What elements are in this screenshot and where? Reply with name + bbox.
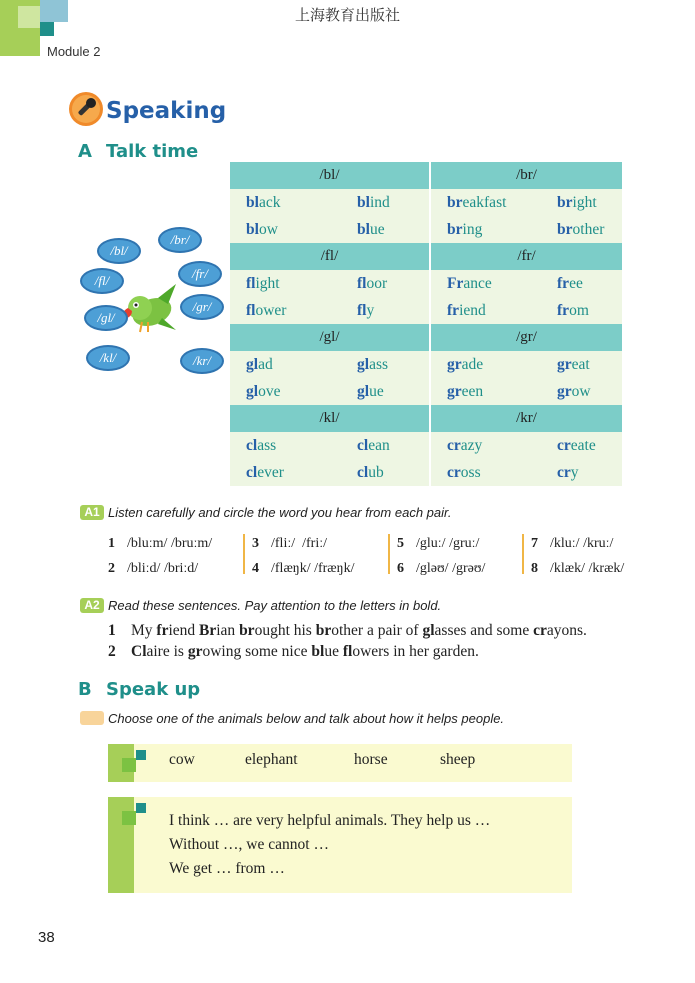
phoneme-bubble: /fl/ [80,268,124,294]
section-title: Speaking [106,98,227,124]
phonics-word: blue [341,216,430,243]
phonics-word: clever [230,459,341,486]
phoneme-header: /gl/ [230,324,430,351]
phonics-word: glad [230,351,341,378]
phonics-word: bring [430,216,541,243]
phoneme-bubble: /gr/ [180,294,224,320]
phonics-table [230,162,622,486]
publisher-name: 上海教育出版社 [294,6,400,24]
phonics-word: glove [230,378,341,405]
a2-sentence: 1 My friend Brian brought his brother a pair of glasses and some crayons. [108,622,587,639]
section-b-title: Speak up [106,679,201,700]
phoneme-bubble: /kr/ [180,348,224,374]
phoneme-header: /kl/ [230,405,430,432]
column-divider [243,534,245,574]
phonics-word: grow [541,378,622,405]
microphone-icon [68,91,104,127]
phonics-word: blow [230,216,341,243]
phoneme-header: /kr/ [430,405,622,432]
phonics-word: create [541,432,622,459]
phoneme-bubble: /bl/ [97,238,141,264]
section-a-title: Talk time [106,141,199,162]
phonics-word: glass [341,351,430,378]
phonics-word: floor [341,270,430,297]
phonics-word: fly [341,297,430,324]
listening-item: 3 /fliː/ /friː/ [252,536,328,551]
phonics-word: bright [541,189,622,216]
section-a-letter: A [78,141,92,162]
animal-word: horse [354,751,388,768]
a1-instruction: Listen carefully and circle the word you hear from each pair. [108,505,452,520]
phonics-word: cross [430,459,541,486]
phonics-word: cry [541,459,622,486]
animal-word: cow [169,751,195,768]
phonics-word: breakfast [430,189,541,216]
phonics-word: friend [430,297,541,324]
parrot-illustration [118,278,178,338]
phonics-word: blind [341,189,430,216]
phonics-word: crazy [430,432,541,459]
b-badge [80,711,104,725]
phonics-word: grade [430,351,541,378]
phoneme-bubble: /fr/ [178,261,222,287]
listening-item: 5 /gluː/ /gruː/ [397,536,480,551]
listening-item: 6 /gləʊ/ /grəʊ/ [397,561,486,576]
phonics-word: brother [541,216,622,243]
phoneme-header: /bl/ [230,162,430,189]
phoneme-header: /fr/ [430,243,622,270]
a2-badge: A2 [80,598,104,613]
phonics-word: free [541,270,622,297]
b-instruction: Choose one of the animals below and talk about how it helps people. [108,711,505,726]
phoneme-header: /fl/ [230,243,430,270]
phoneme-header: /br/ [430,162,622,189]
speaking-prompt: Without …, we cannot … [169,836,329,853]
section-b-letter: B [78,679,92,700]
listening-item: 8 /klæk/ /kræk/ [531,561,625,576]
phonics-word: great [541,351,622,378]
phoneme-bubble: /br/ [158,227,202,253]
phonics-word: clean [341,432,430,459]
module-label: Module 2 [47,44,101,59]
speaking-prompt: I think … are very helpful animals. They help us … [169,812,491,829]
phonics-word: black [230,189,341,216]
listening-item: 2 /bliːd/ /briːd/ [108,561,199,576]
page-number: 38 [38,929,55,946]
phonics-word: France [430,270,541,297]
a2-instruction: Read these sentences. Pay attention to the letters in bold. [108,598,442,613]
a1-badge: A1 [80,505,104,520]
speaking-prompt: We get … from … [169,860,285,877]
listening-item: 7 /kluː/ /kruː/ [531,536,614,551]
phonics-word: from [541,297,622,324]
phonics-word: flight [230,270,341,297]
phonics-word: class [230,432,341,459]
column-divider [522,534,524,574]
phoneme-header: /gr/ [430,324,622,351]
animal-word: elephant [245,751,298,768]
listening-item: 1 /bluːm/ /bruːm/ [108,536,213,551]
a2-sentence: 2 Claire is growing some nice blue flowers in her garden. [108,643,479,660]
phonics-word: club [341,459,430,486]
phoneme-bubble: /gl/ [84,305,128,331]
column-divider [388,534,390,574]
phonics-word: green [430,378,541,405]
animal-word: sheep [440,751,476,768]
listening-item: 4 /flæŋk/ /fræŋk/ [252,561,355,576]
phonics-word: flower [230,297,341,324]
phoneme-bubble: /kl/ [86,345,130,371]
phonics-word: glue [341,378,430,405]
